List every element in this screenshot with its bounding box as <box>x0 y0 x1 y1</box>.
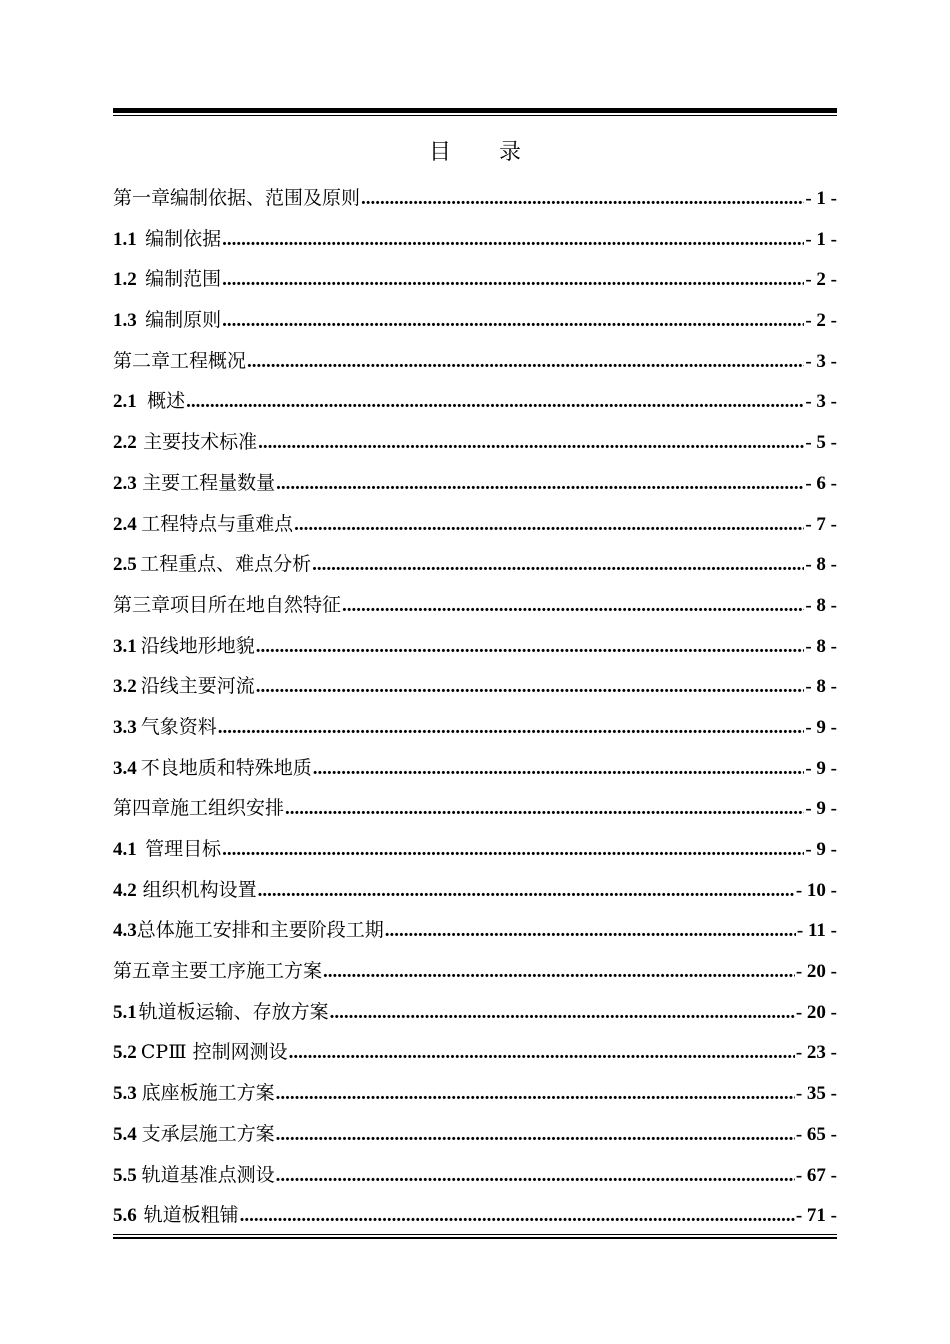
toc-entry-page-number: - 11 - <box>796 920 837 942</box>
toc-entry-number: 5.6 <box>113 1205 137 1227</box>
toc-entry-number: 4.1 <box>113 839 137 860</box>
toc-entry-page-number: - 71 - <box>795 1205 837 1227</box>
toc-entry[interactable] <box>113 1073 837 1114</box>
toc-entry-page-number: - 35 - <box>795 1083 837 1105</box>
toc-entry-title: 项目所在地自然特征 <box>170 593 342 616</box>
toc-entry-page-number: - 8 - <box>805 594 837 616</box>
toc-entry[interactable] <box>113 300 837 341</box>
toc-entry-page-number: - 9 - <box>805 798 837 820</box>
toc-entry[interactable] <box>113 1114 837 1155</box>
toc-entry[interactable] <box>113 666 837 707</box>
toc-entry-title: 主要工序施工方案 <box>170 960 323 983</box>
toc-entry[interactable] <box>113 748 837 789</box>
toc-entry[interactable] <box>113 788 837 829</box>
toc-dot-leader <box>342 586 804 626</box>
toc-entry-title: 概述 <box>147 390 186 413</box>
toc-dot-leader <box>222 301 804 341</box>
toc-entry-page-number: - 7 - <box>805 513 837 535</box>
toc-entry-number: 5.4 <box>113 1123 137 1145</box>
toc-entry[interactable] <box>113 951 837 992</box>
toc-entry-title: 管理目标 <box>145 838 222 860</box>
toc-entry-title: 总体施工安排和主要阶段工期 <box>136 919 384 942</box>
toc-entry-page-number: - 1 - <box>805 188 837 209</box>
toc-entry[interactable] <box>113 870 837 911</box>
toc-entry-number: 2.5 <box>113 554 137 576</box>
toc-entry-number: 4.3 <box>113 920 137 942</box>
toc-entry-page-number: - 23 - <box>795 1042 837 1064</box>
toc-entry-page-number: - 6 - <box>805 472 837 494</box>
toc-entry-number: 4.2 <box>113 879 137 901</box>
toc-entry[interactable] <box>113 707 837 748</box>
toc-entry[interactable] <box>113 626 837 667</box>
toc-entry-page-number: - 9 - <box>805 716 837 738</box>
toc-entry-number: 2.2 <box>113 432 137 454</box>
toc-entry-title: 气象资料 <box>140 715 217 738</box>
toc-entry-title: 编制依据 <box>145 227 222 250</box>
toc-entry[interactable] <box>113 1195 837 1236</box>
toc-entry-number: 1.1 <box>113 228 137 250</box>
toc-dot-leader <box>323 952 795 992</box>
toc-entry-title: 编制原则 <box>145 309 222 332</box>
toc-entry-page-number: - 9 - <box>805 757 837 779</box>
toc-entry-title: 轨道板运输、存放方案 <box>138 1000 329 1023</box>
toc-dot-leader <box>240 1196 795 1236</box>
toc-dot-leader <box>312 545 804 585</box>
toc-dot-leader <box>289 1033 795 1073</box>
toc-entry[interactable] <box>113 463 837 504</box>
toc-dot-leader <box>218 708 805 748</box>
toc-entry-title: 施工组织安排 <box>170 797 285 820</box>
toc-dot-leader <box>247 342 804 382</box>
toc-entry-page-number: - 1 - <box>805 228 837 250</box>
toc-entry-title: 工程概况 <box>170 349 247 372</box>
toc-entry-number: 第一章 <box>113 187 171 209</box>
toc-dot-leader <box>258 871 795 911</box>
toc-entry[interactable] <box>113 381 837 422</box>
toc-entry-title: 组织机构设置 <box>142 878 257 901</box>
toc-dot-leader <box>258 423 804 463</box>
toc-entry[interactable] <box>113 422 837 463</box>
toc-entry-page-number: - 10 - <box>795 879 837 901</box>
toc-dot-leader <box>385 911 796 951</box>
toc-entry[interactable] <box>113 1032 837 1073</box>
toc-entry-page-number: - 3 - <box>805 350 837 372</box>
header-rule-thick <box>113 108 837 113</box>
toc-entry-number: 1.3 <box>113 310 137 332</box>
toc-title-char-2: 录 <box>499 140 522 165</box>
toc-dot-leader <box>294 505 804 545</box>
toc-entry-page-number: - 3 - <box>805 391 837 413</box>
toc-entry-page-number: - 65 - <box>795 1123 837 1145</box>
toc-entry-number: 1.2 <box>113 269 137 291</box>
footer-rule-thick <box>113 1237 837 1239</box>
toc-entry[interactable] <box>113 504 837 545</box>
toc-dot-leader <box>256 667 805 707</box>
toc-entry[interactable] <box>113 910 837 951</box>
toc-dot-leader <box>276 1115 795 1155</box>
toc-entry-number: 2.4 <box>113 513 137 535</box>
toc-entry[interactable] <box>113 341 837 382</box>
toc-dot-leader <box>256 627 805 667</box>
toc-dot-leader <box>186 382 804 422</box>
toc-entry[interactable] <box>113 829 837 870</box>
toc-entry-page-number: - 20 - <box>795 961 837 983</box>
toc-entry-page-number: - 8 - <box>805 635 837 657</box>
toc-entry-number: 5.3 <box>113 1083 137 1105</box>
toc-dot-leader <box>361 179 804 219</box>
toc-entry-title: 主要技术标准 <box>143 431 258 454</box>
toc-entry[interactable] <box>113 1155 837 1196</box>
toc-dot-leader <box>222 220 804 260</box>
toc-entry-number: 第二章 <box>113 349 171 372</box>
toc-entry[interactable] <box>113 992 837 1033</box>
toc-entry-number: 5.2 <box>113 1042 137 1064</box>
toc-entry-number: 第五章 <box>113 960 171 983</box>
toc-entry-title: CPⅢ 控制网测设 <box>140 1041 288 1064</box>
toc-entry-title: 轨道板粗铺 <box>143 1204 239 1227</box>
toc-entry-page-number: - 9 - <box>805 839 837 860</box>
toc-list <box>113 178 837 1236</box>
toc-entry-title: 编制范围 <box>145 268 222 291</box>
toc-entry-number: 第四章 <box>113 797 171 820</box>
toc-entry-title: 主要工程量数量 <box>142 471 276 494</box>
toc-dot-leader <box>276 1074 795 1114</box>
toc-entry-title: 底座板施工方案 <box>141 1082 275 1105</box>
toc-entry-title: 轨道基准点测设 <box>141 1163 275 1186</box>
toc-dot-leader <box>285 789 804 829</box>
toc-entry-title: 沿线主要河流 <box>140 675 255 698</box>
toc-entry-number: 2.3 <box>113 472 137 494</box>
toc-entry-number: 第三章 <box>113 593 171 616</box>
toc-entry-page-number: - 20 - <box>795 1001 837 1023</box>
toc-entry-page-number: - 8 - <box>805 554 837 576</box>
toc-entry[interactable] <box>113 219 837 260</box>
toc-dot-leader <box>276 1156 795 1196</box>
toc-entry-number: 5.1 <box>113 1001 137 1023</box>
toc-dot-leader <box>222 830 804 870</box>
header-rule-thin <box>113 115 837 116</box>
toc-entry-page-number: - 67 - <box>795 1164 837 1186</box>
toc-entry-title: 工程重点、难点分析 <box>140 553 312 576</box>
toc-title <box>113 136 837 170</box>
toc-entry-number: 5.5 <box>113 1164 137 1186</box>
toc-entry-page-number: - 2 - <box>805 310 837 332</box>
toc-dot-leader <box>330 993 795 1033</box>
toc-entry-page-number: - 8 - <box>805 676 837 698</box>
toc-entry-title: 工程特点与重难点 <box>141 512 294 535</box>
toc-dot-leader <box>222 260 804 300</box>
toc-entry-title: 支承层施工方案 <box>141 1122 275 1145</box>
toc-entry-number: 3.3 <box>113 716 137 738</box>
toc-entry-page-number: - 5 - <box>805 432 837 454</box>
toc-entry-number: 2.1 <box>113 391 137 413</box>
toc-title-char-1: 目 <box>428 140 451 165</box>
toc-entry[interactable] <box>113 544 837 585</box>
toc-entry-title: 编制依据、范围及原则 <box>170 187 361 209</box>
toc-entry[interactable] <box>113 178 837 219</box>
toc-entry-number: 3.2 <box>113 676 137 698</box>
toc-dot-leader <box>276 464 804 504</box>
toc-entry-title: 不良地质和特殊地质 <box>140 756 312 779</box>
toc-entry-number: 3.4 <box>113 757 137 779</box>
toc-entry[interactable] <box>113 585 837 626</box>
toc-entry-title: 沿线地形地貌 <box>140 634 255 657</box>
toc-entry-page-number: - 2 - <box>805 269 837 291</box>
toc-entry[interactable] <box>113 259 837 300</box>
toc-entry-number: 3.1 <box>113 635 137 657</box>
toc-dot-leader <box>313 749 805 789</box>
footer-rule-thin <box>113 1234 837 1235</box>
